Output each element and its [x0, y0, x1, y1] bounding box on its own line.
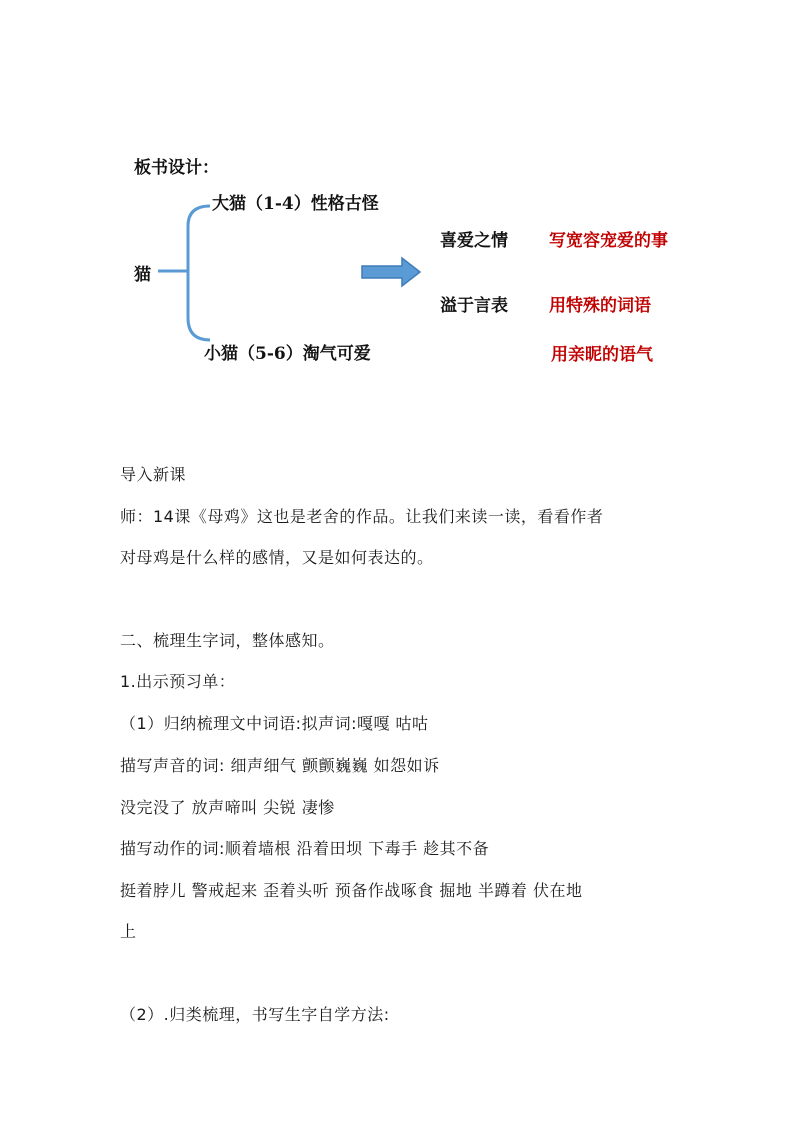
mid-top: 喜爱之情: [440, 231, 508, 251]
section-2-title: 二、梳理生字词，整体感知。: [120, 631, 335, 650]
sub-item-2: （2）.归类梳理，书写生字自学方法:: [120, 1005, 390, 1024]
sound-words: 描写声音的词: 细声细气 颤颤巍巍 如怨如诉: [120, 756, 440, 775]
action-words-2: 挺着脖儿 警戒起来 歪着头听 预备作战啄食 掘地 半蹲着 伏在地: [120, 881, 583, 900]
item-1: 1.出示预习单：: [120, 672, 236, 691]
sound-words-2: 没完没了 放声啼叫 尖锐 凄惨: [120, 798, 335, 817]
brace: [188, 206, 210, 340]
right-item-2: 用特殊的词语: [549, 296, 651, 316]
intro-line-2: 对母鸡是什么样的感情，又是如何表达的。: [120, 548, 434, 567]
board-diagram: [0, 0, 794, 420]
block-arrow-icon: [362, 258, 420, 286]
action-words: 描写动作的词:顺着墙根 沿着田坝 下毒手 趁其不备: [120, 839, 490, 858]
action-words-3: 上: [120, 922, 137, 941]
intro-title: 导入新课: [120, 465, 187, 484]
root-node: 猫: [134, 265, 151, 285]
branch-top: 大猫（1-4）性格古怪: [212, 194, 379, 214]
branch-bottom: 小猫（5-6）淘气可爱: [204, 344, 371, 364]
sub-item-1: （1）归纳梳理文中词语:拟声词:嘎嘎 咕咕: [120, 714, 429, 733]
mid-bottom: 溢于言表: [440, 296, 508, 316]
intro-line-1: 师：14课《母鸡》这也是老舍的作品。让我们来读一读，看看作者: [120, 507, 604, 526]
right-item-1: 写宽容宠爱的事: [549, 231, 668, 251]
right-item-3: 用亲昵的语气: [551, 345, 653, 365]
board-heading: 板书设计：: [134, 158, 219, 178]
